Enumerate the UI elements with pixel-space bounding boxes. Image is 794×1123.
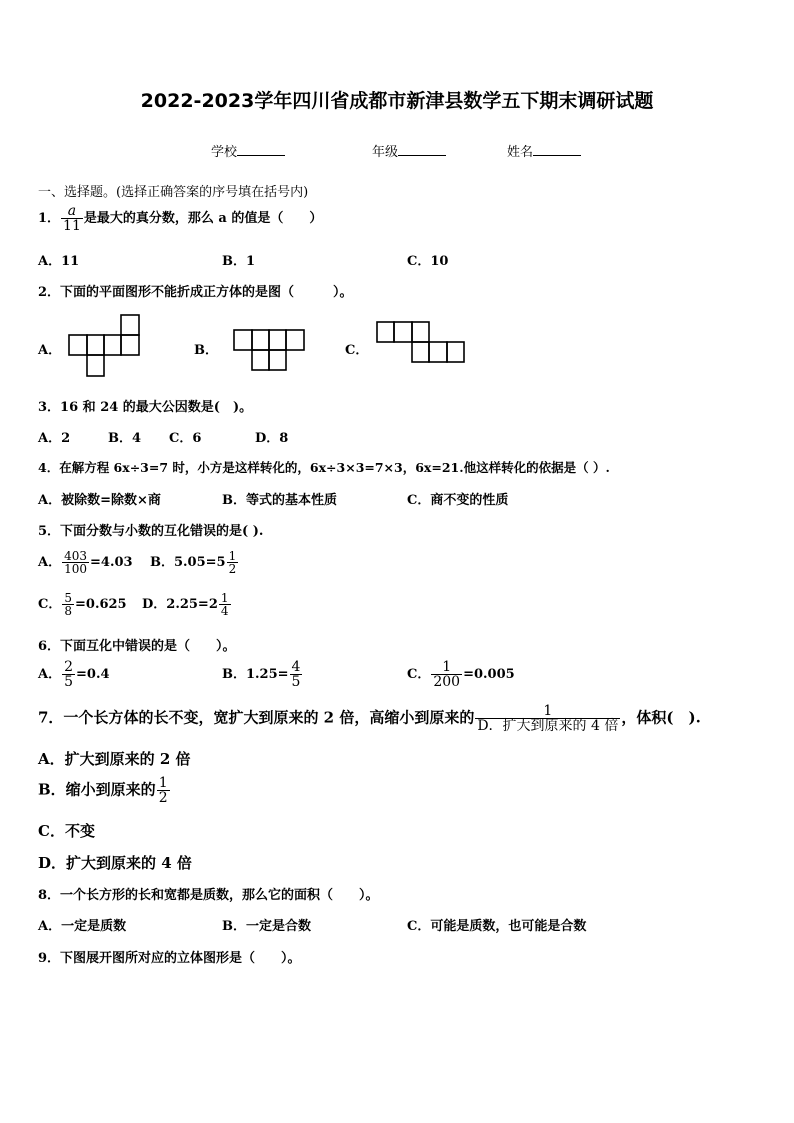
q7-option-a[interactable]: A．扩大到原来的 2 倍 — [38, 750, 191, 768]
q6-b-label: B．1.25= — [222, 667, 289, 682]
q2-option-b[interactable]: B． — [194, 343, 218, 358]
q5-a-label: A． — [38, 555, 62, 570]
question-7 — [38, 704, 701, 733]
q5-c-value: =0.625 — [75, 597, 127, 612]
q5-b-denominator: 2 — [228, 562, 237, 576]
q2-net-c — [374, 319, 468, 367]
grade-blank[interactable] — [398, 143, 446, 156]
q7-option-c[interactable]: C．不变 — [38, 822, 95, 840]
q2-option-a[interactable]: A． — [38, 343, 62, 358]
q5-d-numerator: 1 — [220, 591, 229, 605]
q1-option-c[interactable]: C．10 — [407, 254, 449, 269]
q5-c-label: C． — [38, 597, 62, 612]
q5-option-a[interactable] — [38, 550, 133, 575]
question-2: 2．下面的平面图形不能折成正方体的是图（ ）。 — [38, 285, 353, 300]
grade-label: 年级 — [372, 145, 399, 160]
q2-option-c[interactable]: C． — [345, 343, 369, 358]
question-3: 3．16 和 24 的最大公因数是( )。 — [38, 400, 253, 415]
q1-text: 是最大的真分数，那么 a 的值是（ ） — [83, 211, 323, 226]
page-title: 2022-2023学年四川省成都市新津县数学五下期末调研试题 — [140, 90, 654, 112]
q5-c-denominator: 8 — [64, 604, 72, 618]
q5-d-fraction — [219, 592, 231, 617]
school-field[interactable] — [211, 141, 285, 160]
q7-numerator: 1 — [475, 704, 620, 719]
q5-c-numerator: 5 — [64, 591, 72, 605]
q1-option-a[interactable]: A．11 — [38, 254, 80, 269]
q7-text-pre: 7．一个长方体的长不变，宽扩大到原来的 2 倍，高缩小到原来的 — [38, 708, 475, 727]
q1-denominator: 11 — [63, 218, 81, 234]
question-6: 6．下面互化中错误的是（ ）。 — [38, 639, 236, 654]
q8-option-c[interactable]: C．可能是质数，也可能是合数 — [407, 919, 587, 934]
q6-c-denominator: 200 — [433, 674, 461, 690]
q2-net-b — [231, 327, 307, 375]
q6-b-denominator: 5 — [291, 674, 301, 690]
q7-option-b[interactable] — [38, 776, 171, 805]
q7-option-d[interactable]: D．扩大到原来的 4 倍 — [38, 854, 192, 872]
q5-a-denominator: 100 — [64, 562, 87, 576]
q5-option-b[interactable] — [150, 550, 239, 575]
q5-a-fraction — [62, 550, 89, 575]
q6-option-a[interactable] — [38, 660, 110, 689]
q5-b-fraction — [227, 550, 239, 575]
q4-option-c[interactable]: C．商不变的性质 — [407, 493, 509, 508]
q1-fraction — [61, 204, 83, 233]
q7-b-label: B．缩小到原来的 — [38, 780, 156, 799]
grade-field[interactable] — [372, 141, 446, 160]
name-blank[interactable] — [533, 143, 581, 156]
question-5: 5．下面分数与小数的互化错误的是( ). — [38, 524, 264, 539]
q3-option-d[interactable]: D．8 — [255, 431, 289, 446]
q6-b-numerator: 4 — [291, 659, 301, 675]
q5-option-c[interactable] — [38, 592, 127, 617]
q8-option-a[interactable]: A．一定是质数 — [38, 919, 127, 934]
q7-b-numerator: 1 — [158, 775, 168, 791]
q1-number: 1． — [38, 211, 61, 226]
q6-c-value: =0.005 — [463, 667, 515, 682]
school-label: 学校 — [211, 145, 238, 160]
q6-c-numerator: 1 — [431, 660, 462, 675]
q7-b-denominator: 2 — [158, 790, 168, 806]
q5-a-value: =4.03 — [90, 555, 133, 570]
q2-net-a — [66, 312, 142, 380]
q6-a-numerator: 2 — [64, 659, 74, 675]
q6-c-fraction — [431, 660, 462, 689]
q5-c-fraction — [62, 592, 74, 617]
q6-option-b[interactable] — [222, 660, 303, 689]
q3-option-b[interactable]: B．4 — [108, 431, 142, 446]
q5-a-numerator: 403 — [64, 549, 87, 563]
q5-d-label: D．2.25=2 — [142, 597, 218, 612]
q5-b-numerator: 1 — [228, 549, 237, 563]
q4-option-a[interactable]: A．被除数=除数×商 — [38, 493, 161, 508]
q6-c-label: C． — [407, 667, 431, 682]
q5-option-d[interactable] — [142, 592, 232, 617]
q8-option-b[interactable]: B．一定是合数 — [222, 919, 311, 934]
name-label: 姓名 — [507, 145, 534, 160]
question-8: 8．一个长方形的长和宽都是质数，那么它的面积（ ）。 — [38, 888, 379, 903]
q7-b-fraction — [157, 776, 170, 805]
q6-a-denominator: 5 — [64, 674, 74, 690]
section-heading: 一、选择题。(选择正确答案的序号填在括号内) — [38, 185, 309, 200]
q7-fraction — [475, 704, 620, 733]
q4-option-b[interactable]: B．等式的基本性质 — [222, 493, 337, 508]
q6-option-c[interactable] — [407, 660, 515, 689]
school-blank[interactable] — [237, 143, 285, 156]
q5-d-denominator: 4 — [220, 604, 229, 618]
name-field[interactable] — [507, 141, 581, 160]
q7-denominator: D．扩大到原来的 4 倍 — [477, 718, 619, 734]
question-9: 9．下图展开图所对应的立体图形是（ ）。 — [38, 951, 301, 966]
q6-a-fraction — [62, 660, 75, 689]
q3-option-c[interactable]: C．6 — [169, 431, 202, 446]
q6-b-fraction — [290, 660, 303, 689]
q6-a-value: =0.4 — [76, 667, 110, 682]
question-1 — [38, 204, 322, 233]
q3-option-a[interactable]: A．2 — [38, 431, 71, 446]
question-4: 4．在解方程 6x÷3=7 时，小方是这样转化的，6x÷3×3=7×3，6x=21.他这样转化的依据是（ ）. — [38, 460, 610, 475]
q1-numerator: a — [61, 204, 83, 219]
q6-a-label: A． — [38, 667, 62, 682]
q7-text-post: ，体积( ). — [621, 708, 701, 727]
q5-b-label: B．5.05=5 — [150, 555, 226, 570]
q1-option-b[interactable]: B．1 — [222, 254, 256, 269]
